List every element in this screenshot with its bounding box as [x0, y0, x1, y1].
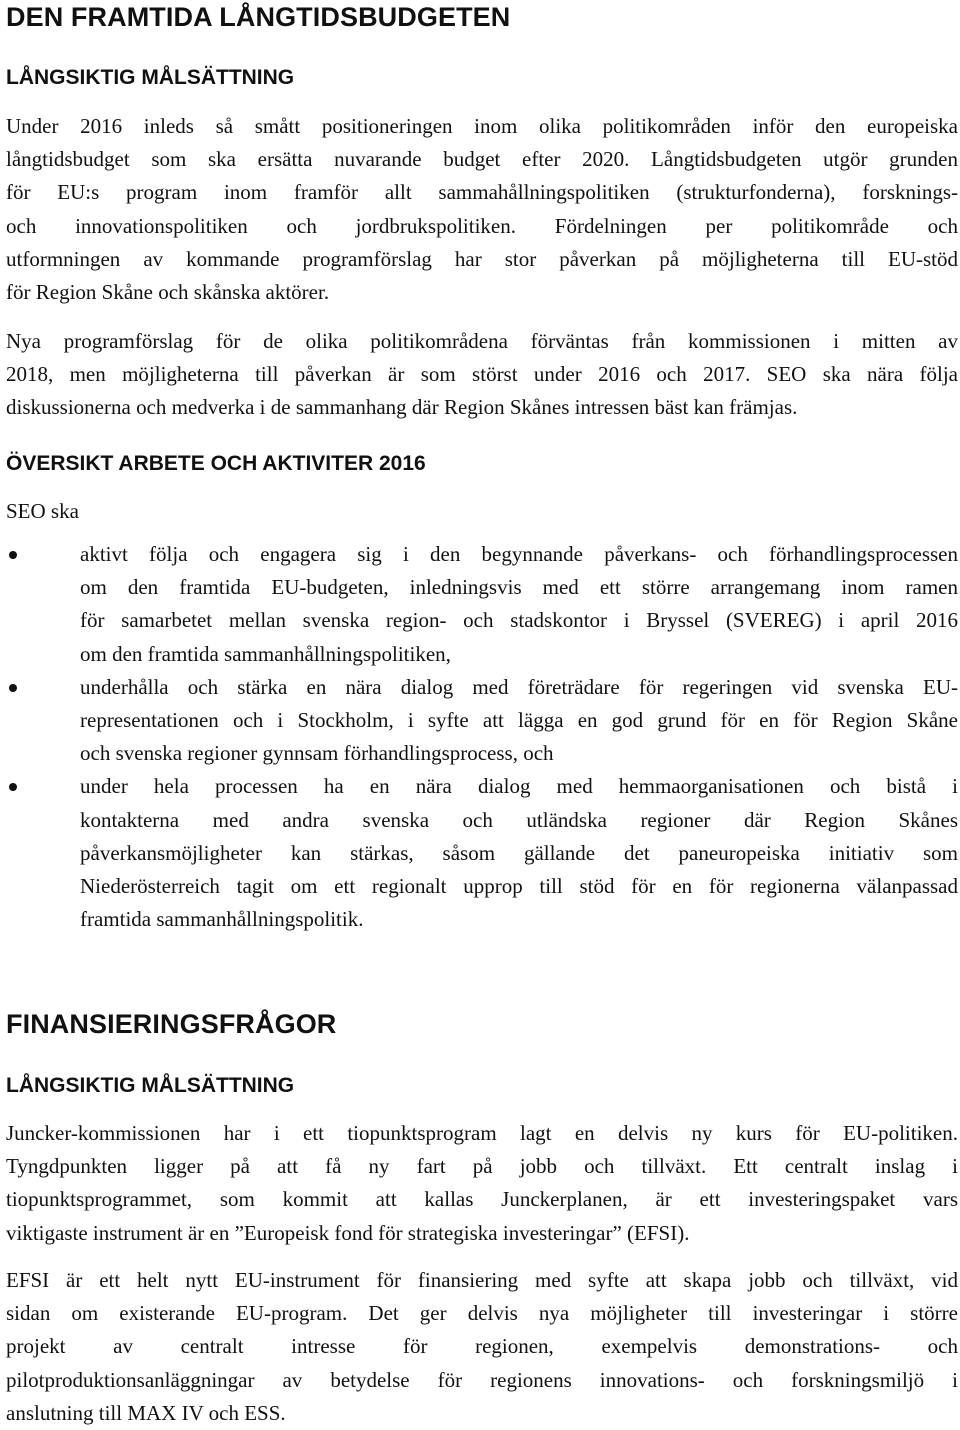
text-line: framtida sammanhållningspolitik. [80, 907, 364, 932]
text-line: tiopunktsprogrammet, som kommit att kallas Junckerplanen, är ett investeringspaket vars [6, 1187, 958, 1212]
list-item [0, 538, 958, 671]
subheading-oversikt: ÖVERSIKT ARBETE OCH AKTIVITER 2016 [6, 452, 426, 475]
text-line: EFSI är ett helt nytt EU-instrument för finansiering med syfte att skapa jobb och tillväxt, vid [6, 1268, 958, 1292]
text-line: och svenska regioner gynnsam förhandlingsprocess, och [80, 741, 554, 766]
text-line: för Region Skåne och skånska aktörer. [6, 280, 330, 305]
text-line: 2018, men möjligheterna till påverkan är som störst under 2016 och 2017. SEO ska nära följa [6, 362, 958, 387]
text-line: utformningen av kommande programförslag har stor påverkan på möjligheterna till EU-stöd [6, 246, 958, 271]
list-item [0, 671, 958, 771]
text-line: Juncker-kommissionen har i ett tiopunktsprogram lagt en delvis ny kurs för EU-politiken. [6, 1121, 958, 1145]
text-line: Niederösterreich tagit om ett regionalt upprop till stöd för en för regionerna välanpassad [80, 874, 958, 899]
text-line: representationen och i Stockholm, i syfte att lägga en god grund för en för Region Skåne [80, 708, 958, 733]
section-title-langtidsbudget: DEN FRAMTIDA LÅNGTIDSBUDGETEN [6, 2, 511, 32]
bullet-icon [9, 551, 17, 559]
text-line: om den framtida EU-budgeten, inledningsvis med ett större arrangemang inom ramen [80, 575, 958, 600]
text-line: sidan om existerande EU-program. Det ger delvis nya möjligheter till investeringar i större [6, 1301, 958, 1326]
text-line: Under 2016 inleds så smått positioneringen inom olika politikområden inför den europeiska [6, 114, 958, 138]
paragraph-programforslag [6, 325, 958, 425]
text-line: för EU:s program inom framför allt sammahållningspolitiken (strukturfonderna), forsknings- [6, 180, 958, 205]
intro-seo-ska [6, 495, 958, 528]
text-line: SEO ska [6, 499, 79, 523]
activity-list [0, 538, 960, 936]
text-line: för samarbetet mellan svenska region- och stadskontor i Bryssel (SVEREG) i april 2016 [80, 608, 958, 633]
section-title-finansiering: FINANSIERINGSFRÅGOR [6, 1009, 337, 1039]
text-line: anslutning till MAX IV och ESS. [6, 1400, 286, 1425]
text-line: under hela processen ha en nära dialog med hemmaorganisationen och bistå i [80, 774, 958, 799]
text-line: diskussionerna och medverka i de sammanhang där Region Skånes intressen bäst kan främjas. [6, 395, 798, 420]
paragraph-juncker [6, 1117, 958, 1250]
subheading-malsattning: LÅNGSIKTIG MÅLSÄTTNING [6, 66, 295, 89]
text-line: projekt av centralt intresse för regionen, exempelvis demonstrations- och [6, 1334, 958, 1359]
bullet-icon [9, 783, 17, 791]
text-line: och innovationspolitiken och jordbrukspolitiken. Fördelningen per politikområde och [6, 213, 958, 238]
text-line: underhålla och stärka en nära dialog med företrädare för regeringen vid svenska EU- [80, 674, 958, 699]
paragraph-positionering [6, 110, 958, 309]
text-line: långtidsbudget som ska ersätta nuvarande budget efter 2020. Långtidsbudgeten utgör grunden [6, 147, 958, 172]
text-line: om den framtida sammanhållningspolitiken, [80, 641, 451, 666]
text-line: viktigaste instrument är en ”Europeisk fond för strategiska investeringar” (EFSI). [6, 1220, 690, 1245]
text-line: påverkansmöjligheter kan stärkas, såsom gällande det paneuropeiska initiativ som [80, 840, 958, 865]
list-item [0, 770, 958, 936]
text-line: Nya programförslag för de olika politikområdena förväntas från kommissionen i mitten av [6, 329, 958, 353]
text-line: pilotproduktionsanläggningar av betydelse för regionens innovations- och forskningsmiljö i [6, 1367, 958, 1392]
text-line: Tyngdpunkten ligger på att få ny fart på jobb och tillväxt. Ett centralt inslag i [6, 1154, 958, 1179]
bullet-icon [9, 684, 17, 692]
paragraph-efsi [6, 1264, 958, 1430]
subheading-malsattning-2: LÅNGSIKTIG MÅLSÄTTNING [6, 1074, 295, 1097]
text-line: kontakterna med andra svenska och utländska regioner där Region Skånes [80, 807, 958, 832]
text-line: aktivt följa och engagera sig i den begynnande påverkans- och förhandlingsprocessen [80, 542, 958, 566]
